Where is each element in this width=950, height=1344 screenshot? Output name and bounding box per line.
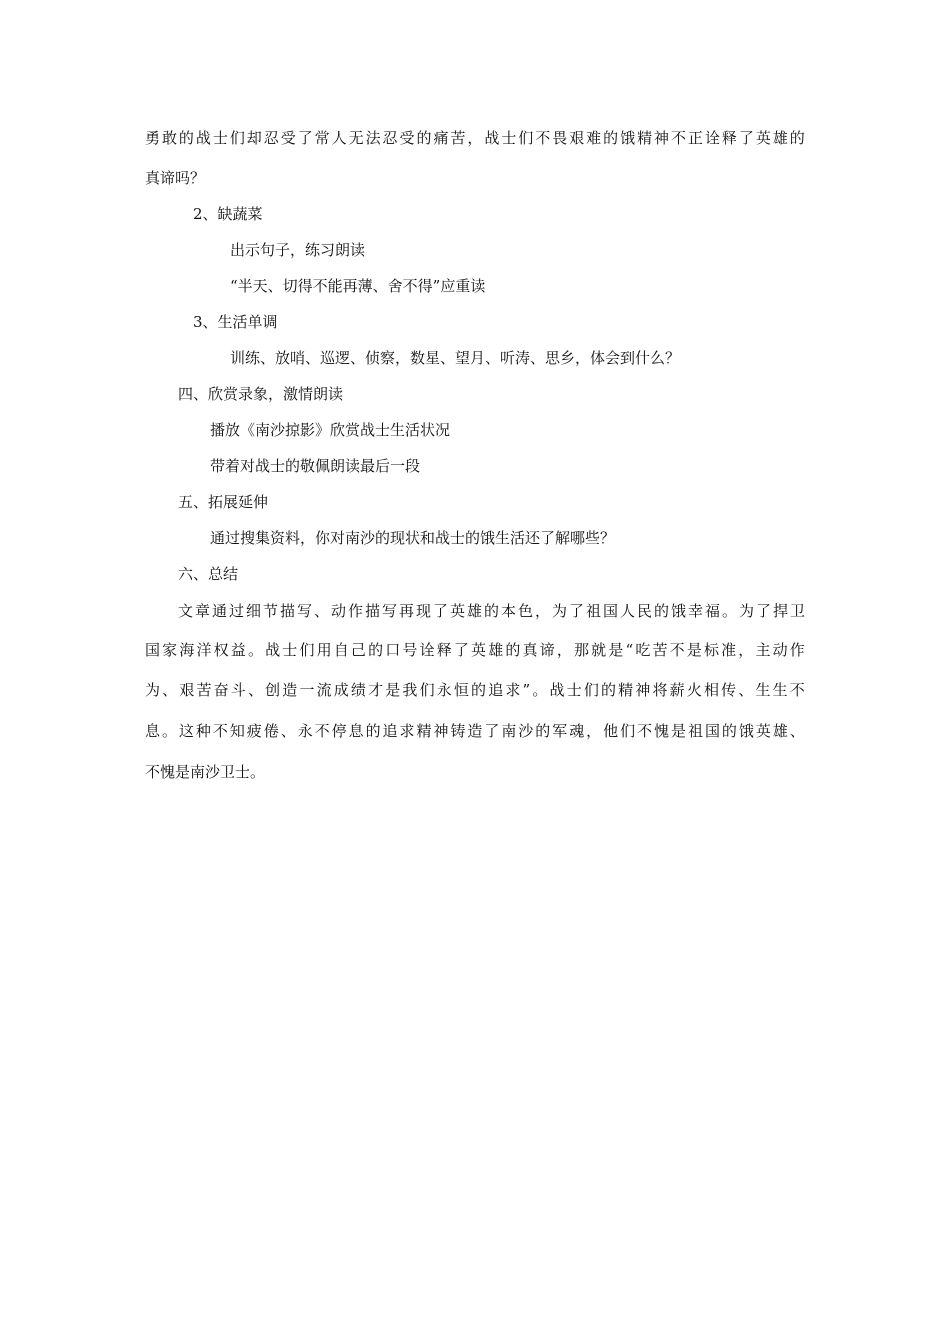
paragraph-line: 播放《南沙掠影》欣赏战士生活状况 — [210, 421, 451, 439]
paragraph-line: 真谛吗？ — [145, 169, 206, 187]
paragraph-line: 勇敢的战士们却忍受了常人无法忍受的痛苦，战士们不畏艰难的饿精神不正诠释了英雄的 — [145, 129, 805, 147]
paragraph-line: 带着对战士的敬佩朗读最后一段 — [210, 457, 421, 475]
section-heading: 3、生活单调 — [193, 313, 278, 331]
paragraph-line: 通过搜集资料，你对南沙的现状和战士的饿生活还了解哪些？ — [210, 529, 616, 547]
section-heading: 2、缺蔬菜 — [193, 205, 263, 223]
section-heading: 五、拓展延伸 — [178, 493, 269, 511]
summary-line: 文章通过细节描写、动作描写再现了英雄的本色，为了祖国人民的饿幸福。为了捍卫 — [178, 602, 805, 620]
section-heading: 六、总结 — [178, 565, 239, 583]
summary-line: 不愧是南沙卫士。 — [145, 763, 266, 781]
paragraph-line: 出示句子，练习朗读 — [230, 241, 366, 259]
summary-line: 为、艰苦奋斗、创造一流成绩才是我们永恒的追求”。战士们的精神将薪火相传、生生不 — [145, 681, 805, 699]
summary-line: 息。这种不知疲倦、永不停息的追求精神铸造了南沙的军魂，他们不愧是祖国的饿英雄、 — [145, 722, 805, 740]
section-heading: 四、欣赏录象，激情朗读 — [178, 385, 344, 403]
summary-line: 国家海洋权益。战士们用自己的口号诠释了英雄的真谛，那就是“吃苦不是标准，主动作 — [145, 641, 805, 659]
paragraph-line: 训练、放哨、巡逻、侦察，数星、望月、听涛、思乡，体会到什么？ — [230, 349, 681, 367]
paragraph-line: “半天、切得不能再薄、舍不得”应重读 — [230, 277, 486, 295]
